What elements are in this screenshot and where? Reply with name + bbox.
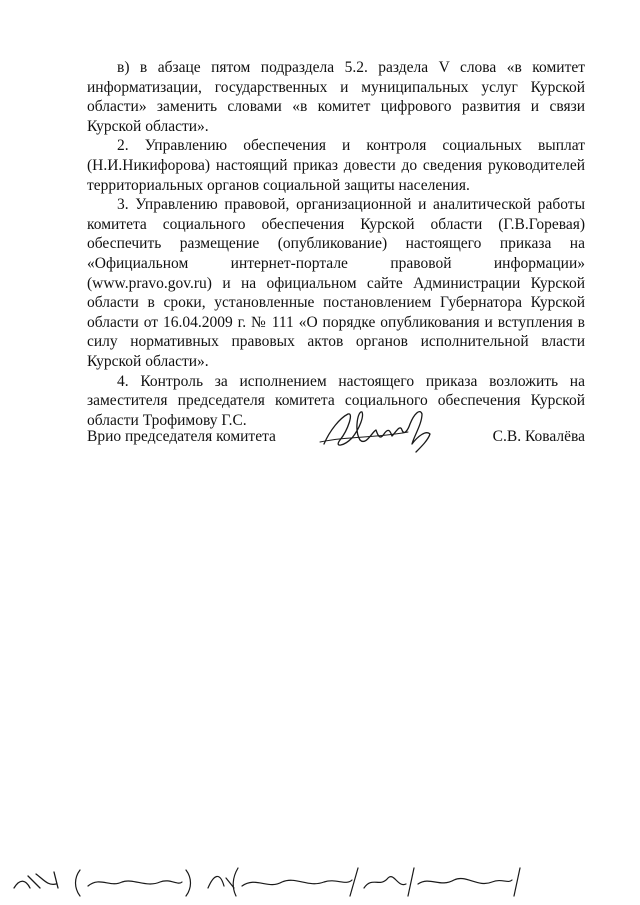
paragraph-4: 4. Контроль за исполнением настоящего приказа возложить на заместителя председателя комитета социального обеспечения Курской области Трофимову Г.С. (87, 372, 585, 429)
signatory-name: С.В. Ковалёва (492, 428, 585, 445)
handwritten-annotations (10, 858, 530, 898)
document-body (87, 58, 585, 430)
paragraph-amendment-v: в) в абзаце пятом подраздела 5.2. раздела V слова «в комитет информатизации, государственных и муниципальных услуг Курской области» заменить словами «в комитет цифрового развития и связи Курской области». (87, 59, 585, 135)
paragraph-2: 2. Управлению обеспечения и контроля социальных выплат (Н.И.Никифорова) настоящий приказ довести до сведения руководителей территориальных органов социальной защиты населения. (87, 137, 585, 194)
handwritten-signature (318, 400, 448, 460)
signatory-title: Врио председателя комитета (87, 428, 276, 445)
paragraph-3: 3. Управлению правовой, организационной и аналитической работы комитета социального обеспечения Курской области (Г.В.Горевая) обеспечить размещение (опубликование) настоящего приказа на «Официальном интернет-портале правовой информации» (www.pravo.gov.ru) и на официальном сайте Администрации Курской области в сроки, установленные постановлением Губернатора Курской области от 16.04.2009 г. № 111 «О порядке опубликования и вступления в силу нормативных правовых актов органов исполнительной власти Курской области». (87, 196, 585, 370)
